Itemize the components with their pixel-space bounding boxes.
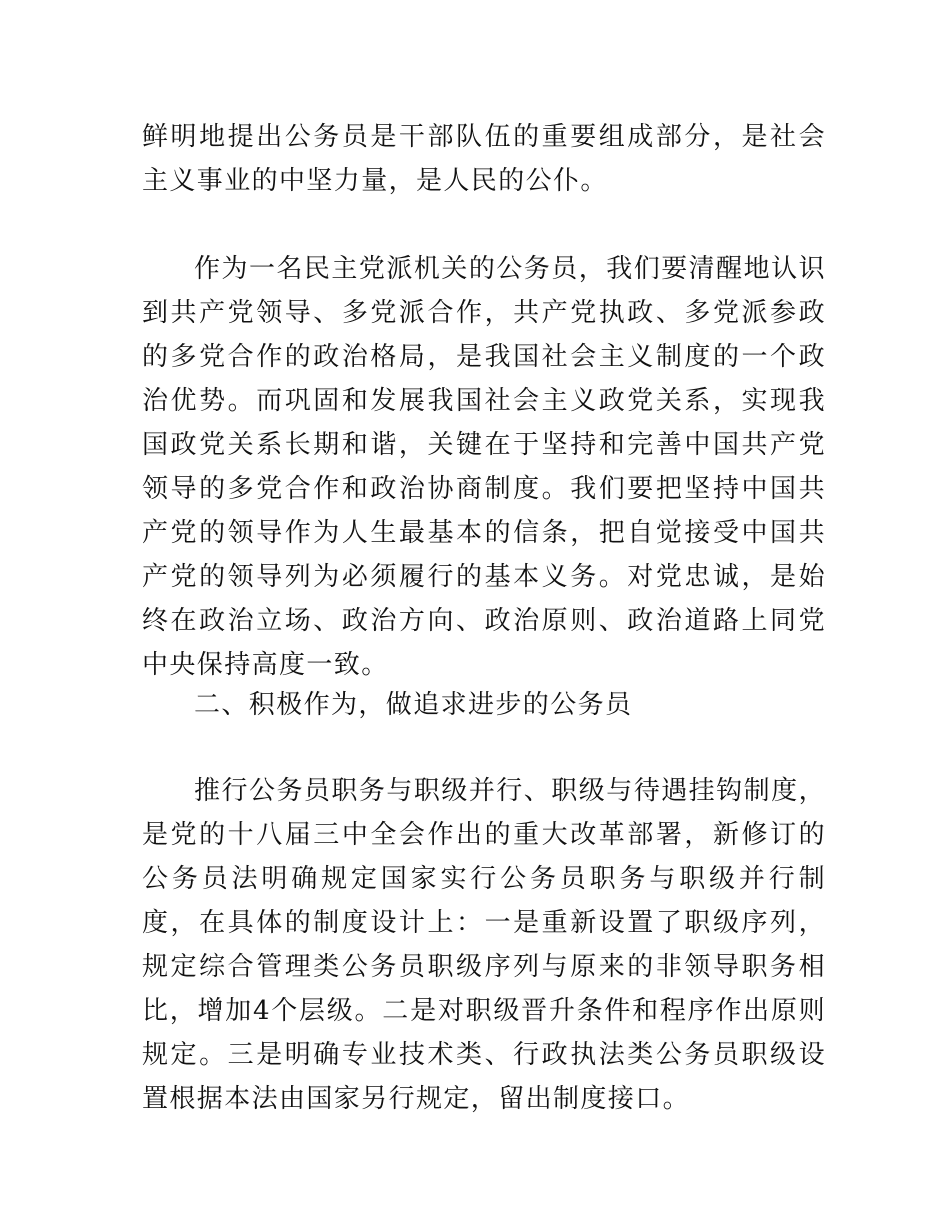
paragraph-continuation: 鲜明地提出公务员是干部队伍的重要组成部分，是社会主义事业的中坚力量，是人民的公仆。 <box>142 122 826 196</box>
paragraph-party-cooperation: 作为一名民主党派机关的公务员，我们要清醒地认识到共产党领导、多党派合作，共产党执政、多党派参政的多党合作的政治格局，是我国社会主义制度的一个政治优势。而巩固和发展我国社会主义政党关系，实现我国政党关系长期和谐，关键在于坚持和完善中国共产党领导的多党合作和政治协商制度。我们要把坚持中国共产党的领导作为人生最基本的信条，把自觉接受中国共产党的领导列为必须履行的基本义务。对党忠诚，是始终在政治立场、政治方向、政治原则、政治道路上同党中央保持高度一致。 <box>142 254 826 680</box>
section-heading: 二、积极作为，做追求进步的公务员 <box>194 690 633 720</box>
paragraph-rank-system: 推行公务员职务与职级并行、职级与待遇挂钩制度，是党的十八届三中全会作出的重大改革部署，新修订的公务员法明确规定国家实行公务员职务与职级并行制度，在具体的制度设计上：一是重新设置了职级序列，规定综合管理类公务员职级序列与原来的非领导职务相比，增加4个层级。二是对职级晋升条件和程序作出原则规定。三是明确专业技术类、行政执法类公务员职级设置根据本法由国家另行规定，留出制度接口。 <box>142 776 826 1114</box>
